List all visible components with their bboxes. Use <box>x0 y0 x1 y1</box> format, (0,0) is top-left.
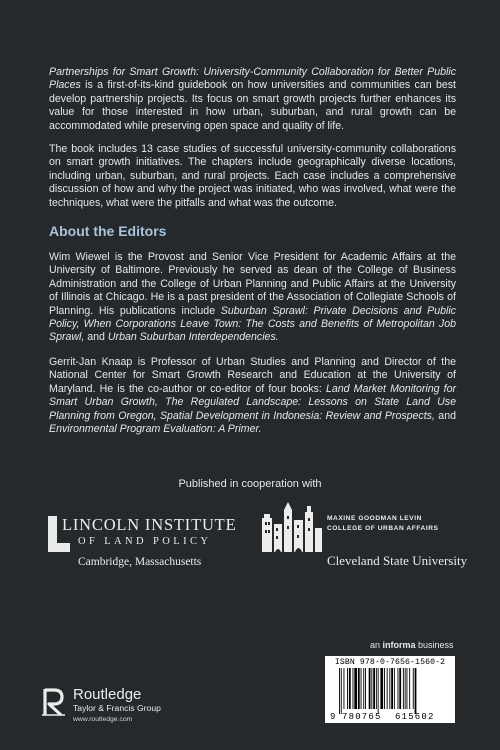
barcode-digits-right: 615602 <box>395 712 435 720</box>
barcode-bar <box>403 668 404 709</box>
bio-text: and <box>84 331 108 344</box>
cleveland-skyline-icon <box>262 500 322 552</box>
description-paragraph-2: The book includes 13 case studies of successful university-community collaborations on smart growth initiatives. The chapters include geographically diverse locations, including urban, suburban, and rural projects. Each case includes a comprehensive discussion of how and why the project was initiated, who was involved, what were the techniques, what were the pitfalls and what was the outcome. <box>49 143 456 209</box>
routledge-group: Taylor & Francis Group <box>73 703 161 713</box>
barcode-bar <box>415 668 417 714</box>
lincoln-mark-foot <box>48 543 70 552</box>
bio-text: Wim Wiewel is the Provost and Senior Vice President for Academic Affairs at the University of Baltimore. Previously he served as dean of the College of Business Administration and the College of Urban Planning and Public Affairs at the University of Illinois at Chicago. He is a past president of the Association of Collegiate Schools of Planning. His publications include <box>49 251 456 317</box>
barcode-bar <box>365 668 366 709</box>
barcode-bar <box>369 668 371 709</box>
levin-college-name-line1: MAXINE GOODMAN LEVIN <box>327 515 422 522</box>
barcode-icon <box>329 668 451 720</box>
barcode-digits-left: 780765 <box>342 712 382 720</box>
bio-text: and <box>434 409 456 422</box>
cleveland-state-university-name: Cleveland State University <box>327 553 468 568</box>
editor-bio-knaap <box>49 356 456 436</box>
editors-heading: About the Editors <box>49 223 167 239</box>
lincoln-location: Cambridge, Massachusetts <box>78 556 202 568</box>
isbn-number: ISBN 978-0-7656-1560-2 <box>334 658 446 667</box>
bio-titles: Land Market Monitoring for Smart Urban Growth, The Regulated Landscape: Lessons on State Land Use Planning from Oregon, Spatial Development in Indonesia: Review and Prospects, <box>49 382 456 422</box>
informa-prefix: an <box>370 640 383 650</box>
description-text: is a first-of-its-kind guidebook on how universities and communities can best develop partnership projects. Its focus on smart growth projects further enhances its value for those interested in how urban, suburban, and rural growth can be accommodated while preserving open space and quality of life. <box>49 79 456 132</box>
informa-suffix: business <box>415 640 454 650</box>
barcode-bar <box>378 668 379 714</box>
barcode-bar <box>398 668 399 709</box>
barcode-bar <box>353 668 354 709</box>
barcode-bar <box>354 668 357 709</box>
barcode-bar <box>407 668 408 709</box>
barcode-bar <box>363 668 364 709</box>
lincoln-name-line2: OF LAND POLICY <box>78 536 212 547</box>
barcode-bar <box>341 668 342 714</box>
barcode-bar <box>371 668 372 709</box>
barcode-bar <box>344 668 345 709</box>
routledge-url: www.routledge.com <box>73 716 133 723</box>
barcode-bar <box>376 668 377 709</box>
bio-titles: Environmental Program Evaluation: A Primer. <box>49 423 262 436</box>
barcode-bar <box>391 668 393 709</box>
book-title: Partnerships for Smart Growth: University-Community Collaboration for Better Public Places <box>49 66 456 92</box>
barcode-bar <box>405 668 406 709</box>
barcode-bar <box>399 668 401 709</box>
informa-business-tagline <box>370 640 454 650</box>
barcode-bar <box>409 668 410 709</box>
barcode-bar <box>413 668 414 709</box>
barcode-bar <box>361 668 362 709</box>
barcode-bar <box>373 668 375 709</box>
barcode-bar <box>394 668 395 709</box>
routledge-name: Routledge <box>73 686 142 703</box>
lincoln-name-line1: LINCOLN INSTITUTE <box>62 515 237 534</box>
barcode-bar <box>389 668 390 709</box>
barcode-bar <box>349 668 351 709</box>
published-cooperation-text: Published in cooperation with <box>178 478 322 490</box>
lincoln-institute-logo <box>48 515 238 575</box>
description-paragraph-1 <box>49 66 456 133</box>
isbn-barcode <box>325 656 455 723</box>
routledge-logo-icon <box>41 687 67 717</box>
barcode-bar <box>380 668 383 709</box>
barcode-digit-first: 9 <box>330 712 336 720</box>
bio-titles: Suburban Sprawl: Private Decisions and Public Policy, When Corporations Leave Town: The Costs and Benefits of Metropolitan Job Sprawl, <box>49 304 456 344</box>
editor-bio-wiewel <box>49 251 456 345</box>
barcode-bar <box>347 668 348 709</box>
barcode-bar <box>387 668 388 709</box>
informa-brand: informa <box>382 640 416 650</box>
barcode-bar <box>358 668 360 709</box>
bio-titles: Urban Suburban Interdependencies. <box>107 331 279 344</box>
barcode-bar <box>384 668 385 709</box>
barcode-bar <box>339 668 340 714</box>
levin-college-name-line2: COLLEGE OF URBAN AFFAIRS <box>327 525 439 532</box>
bio-text: Gerrit-Jan Knaap is Professor of Urban Studies and Planning and Director of the National Center for Smart Growth Research and Education at the University of Maryland. He is the co-author or co-editor of four books: <box>49 356 456 395</box>
